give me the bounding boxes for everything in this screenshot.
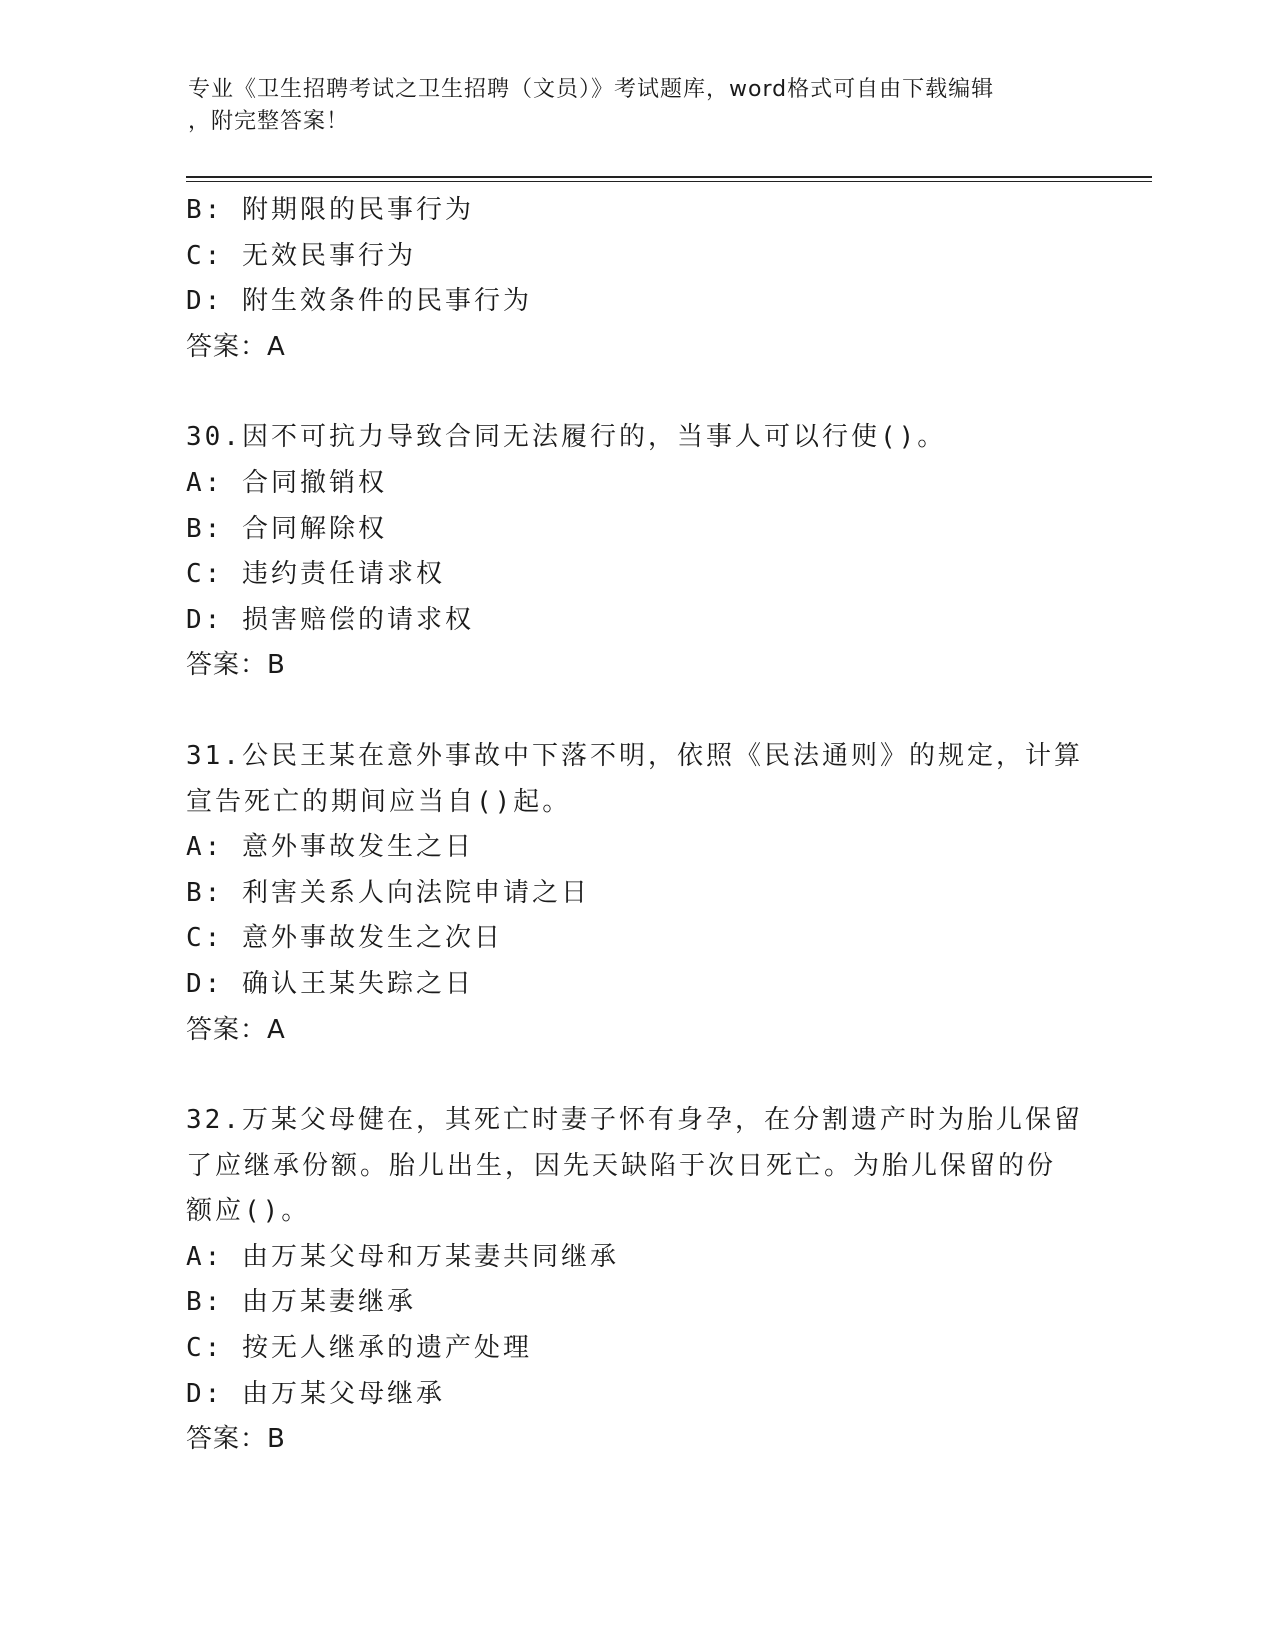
header-line-2: ，附完整答案！: [188, 109, 350, 134]
option-c: C: 按无人继承的遗产处理: [186, 1333, 532, 1364]
option-b: B: 合同解除权: [186, 513, 387, 544]
option-b: B: 由万某妻继承: [186, 1287, 416, 1318]
question-block: [186, 188, 1086, 370]
answer-line: 答案：B: [186, 650, 286, 681]
question-block: [186, 415, 1086, 689]
option-b: B: 利害关系人向法院申请之日: [186, 877, 590, 908]
block-spacer: [186, 689, 1086, 734]
option-d: D: 损害赔偿的请求权: [186, 604, 474, 635]
option-c: C: 违约责任请求权: [186, 559, 445, 590]
question-stem-line: 30.因不可抗力导致合同无法履行的，当事人可以行使()。: [186, 422, 947, 453]
document-header: [188, 74, 1068, 138]
option-b: B: 附期限的民事行为: [186, 195, 474, 225]
answer-line: 答案：B: [186, 1424, 286, 1455]
question-block: [186, 734, 1086, 1053]
block-spacer: [186, 370, 1086, 415]
option-a: A: 合同撤销权: [186, 467, 387, 498]
option-d: D: 由万某父母继承: [186, 1378, 445, 1409]
question-stem-line: 了应继承份额。胎儿出生，因先天缺陷于次日死亡。为胎儿保留的份: [186, 1150, 1057, 1181]
question-stem-line: 32.万某父母健在，其死亡时妻子怀有身孕，在分割遗产时为胎儿保留: [186, 1105, 1083, 1136]
option-a: A: 意外事故发生之日: [186, 832, 474, 863]
answer-line: 答案：A: [186, 331, 286, 362]
option-c: C: 无效民事行为: [186, 240, 416, 271]
question-block: [186, 1098, 1086, 1463]
header-divider-thin: [186, 181, 1152, 182]
question-list: [186, 188, 1086, 1463]
option-d: D: 确认王某失踪之日: [186, 968, 474, 999]
header-divider: [186, 176, 1152, 178]
option-a: A: 由万某父母和万某妻共同继承: [186, 1241, 619, 1272]
question-stem-line: 宣告死亡的期间应当自()起。: [186, 786, 572, 817]
block-spacer: [186, 1053, 1086, 1098]
answer-line: 答案：A: [186, 1014, 286, 1045]
question-stem-line: 31.公民王某在意外事故中下落不明，依照《民法通则》的规定，计算: [186, 740, 1083, 771]
header-line-1: 专业《卫生招聘考试之卫生招聘（文员）》考试题库，word格式可自由下载编辑: [188, 77, 995, 102]
option-d: D: 附生效条件的民事行为: [186, 286, 532, 317]
option-c: C: 意外事故发生之次日: [186, 923, 503, 954]
question-stem-line: 额应()。: [186, 1196, 311, 1227]
